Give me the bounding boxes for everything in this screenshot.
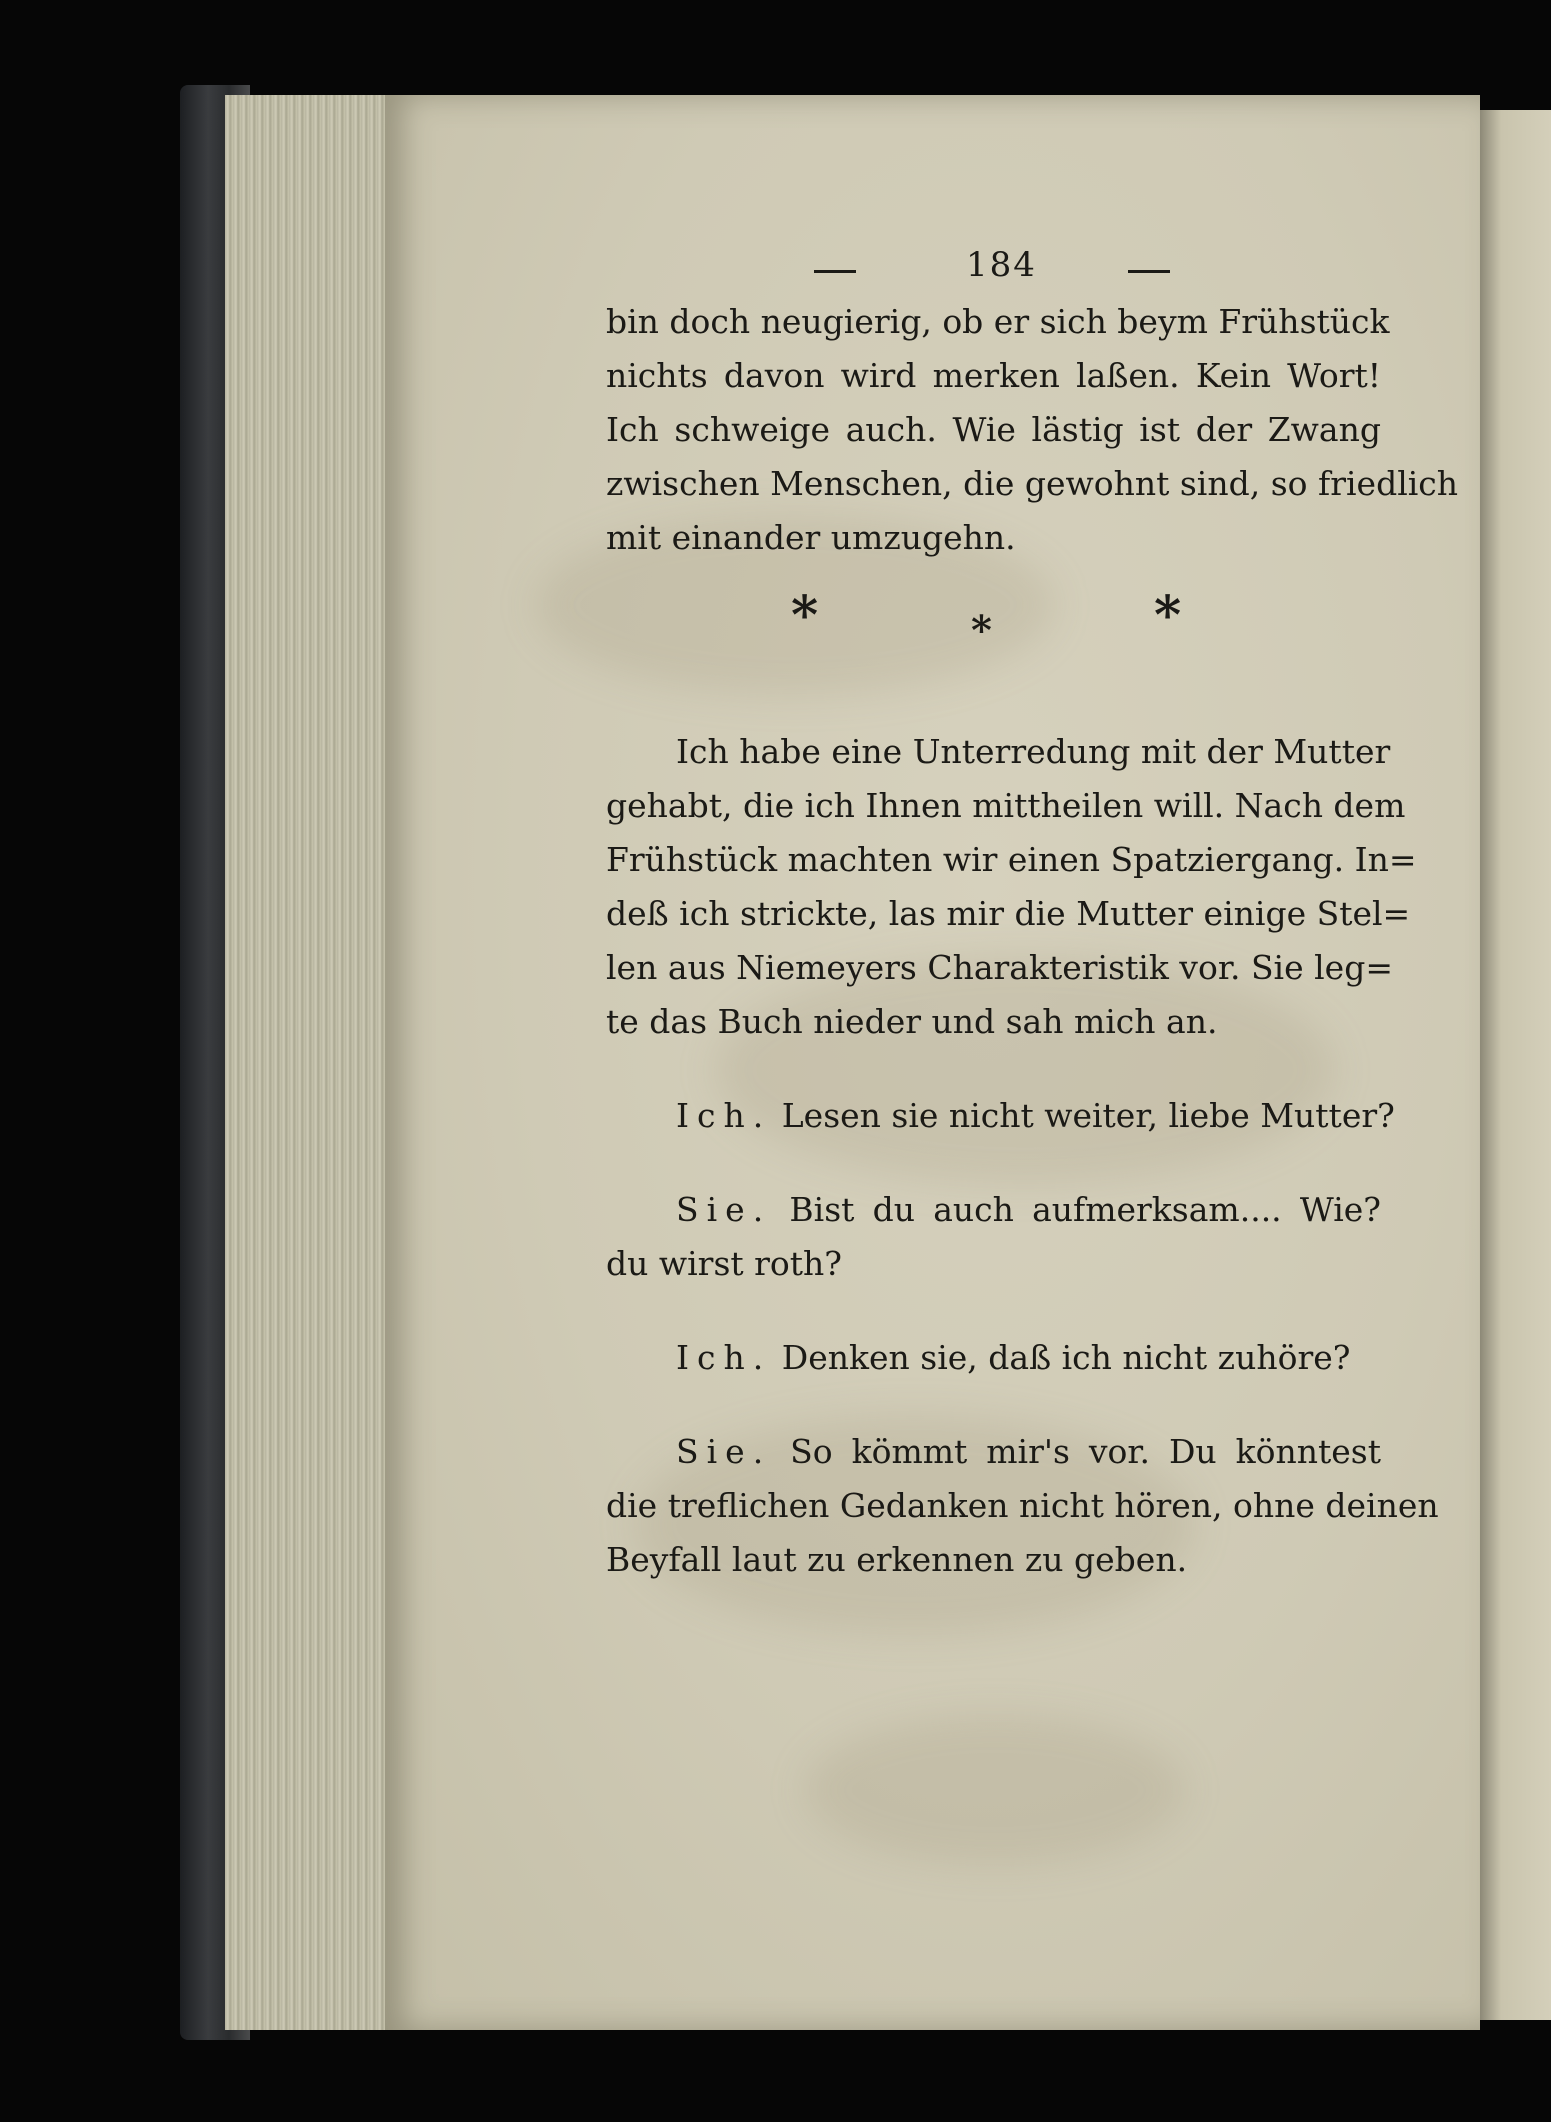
header-dash-right — [1128, 270, 1170, 273]
dialogue-turn — [606, 1183, 1381, 1291]
text-line: Ich habe eine Unterredung mit der Mutter — [676, 732, 1391, 771]
dialogue-turn — [606, 1331, 1381, 1385]
text-line: gehabt, die ich Ihnen mittheilen will. Nach dem — [606, 786, 1406, 825]
page-header — [606, 245, 1381, 295]
dialogue-line — [606, 1331, 1381, 1385]
dialogue-text: Bist du auch aufmerksam.... Wie? — [789, 1190, 1381, 1229]
dialogue-line — [606, 1425, 1381, 1479]
text-line: die treflichen Gedanken nicht hören, ohne deinen — [606, 1486, 1439, 1525]
speaker-label: Sie. — [676, 1432, 772, 1471]
header-dash-left — [814, 270, 856, 273]
text-line: zwischen Menschen, die gewohnt sind, so friedlich — [606, 464, 1459, 503]
text-line: nichts davon wird merken laßen. Kein Wort! — [606, 356, 1381, 395]
text-line: Frühstück machten wir einen Spatziergang. In= — [606, 840, 1417, 879]
speaker-label: Sie. — [676, 1190, 772, 1229]
text-line: Beyfall laut zu erkennen zu geben. — [606, 1540, 1188, 1579]
text-line: bin doch neugierig, ob er sich beym Frühstück — [606, 302, 1390, 341]
dialogue-turn — [606, 1425, 1439, 1587]
dialogue-text: So kömmt mir's vor. Du könntest — [790, 1432, 1381, 1471]
page-text — [606, 245, 1459, 1587]
speaker-label: Ich. — [676, 1096, 772, 1135]
text-line: len aus Niemeyers Charakteristik vor. Sie leg= — [606, 948, 1393, 987]
text-line: deß ich strickte, las mir die Mutter einige Stel= — [606, 894, 1411, 933]
dialogue-line — [606, 1183, 1381, 1237]
facing-page-edge — [1480, 110, 1551, 2020]
paragraph-1 — [606, 295, 1459, 565]
paragraph-2 — [606, 725, 1417, 1049]
dialogue-text: Lesen sie nicht weiter, liebe Mutter? — [781, 1096, 1395, 1135]
text-line: mit einander umzugehn. — [606, 518, 1016, 557]
dialogue-text: Denken sie, daß ich nicht zuhöre? — [781, 1338, 1351, 1377]
dialogue-turn — [606, 1089, 1395, 1143]
separator-star: * — [971, 607, 992, 654]
speaker-label: Ich. — [676, 1338, 772, 1377]
separator-star: * — [1154, 585, 1182, 646]
text-line: Ich schweige auch. Wie lästig ist der Zwang — [606, 410, 1381, 449]
page-edges — [225, 95, 390, 2030]
section-separator — [606, 585, 1381, 725]
page-number: 184 — [966, 245, 1037, 285]
dialogue-line — [606, 1089, 1395, 1143]
text-line: te das Buch nieder und sah mich an. — [606, 1002, 1218, 1041]
text-line: du wirst roth? — [606, 1244, 842, 1283]
separator-star: * — [791, 585, 819, 646]
